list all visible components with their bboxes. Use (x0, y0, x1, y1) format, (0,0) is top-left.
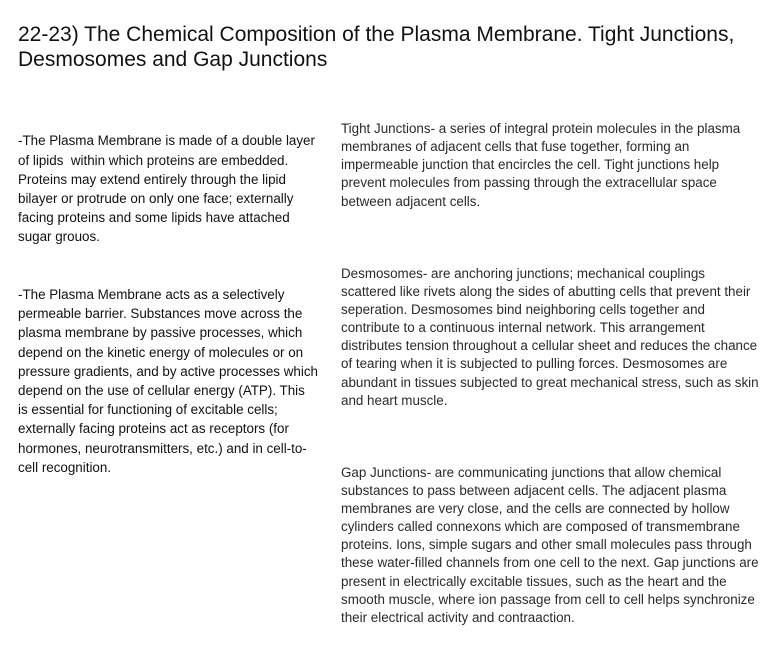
plasma-membrane-permeability-paragraph: -The Plasma Membrane acts as a selectively permeable barrier. Substances move across the plasma membrane by passive processes, which depend on the kinetic energy of molecules or on pressure gradients, and by active processes which depend on the use of cellular energy (ATP). This is essential for functioning of excitable cells; externally facing proteins act as receptors (for hormones, neurotransmitters, etc.) and in cell-to-cell recognition. (18, 287, 322, 475)
tight-junctions-paragraph: Tight Junctions- a series of integral protein molecules in the plasma membranes of adjacent cells that fuse together, forming an impermeable junction that encircles the cell. Tight junctions help prevent molecules from passing through the extracellular space between adjacent cells. (341, 121, 744, 209)
left-text-column (18, 93, 322, 515)
plasma-membrane-structure-paragraph: -The Plasma Membrane is made of a double layer of lipids within which proteins are embedded. Proteins may extend entirely through the lipid bilayer or protrude on only one face; externally facing proteins and some lipids have attached sugar grouos. (18, 133, 319, 245)
slide-title: 22-23) The Chemical Composition of the Plasma Membrane. Tight Junctions, Desmosomes and Gap Junctions (18, 23, 735, 71)
gap-junctions-paragraph: Gap Junctions- are communicating junctions that allow chemical substances to pass between adjacent cells. The adjacent plasma membranes are very close, and the cells are connected by hollow cylinders called connexons which are composed of transmembrane proteins. Ions, simple sugars and other small molecules pass through these water-filled channels from one cell to the next. Gap junctions are present in electrically excitable tissues, such as the heart and the smooth muscle, where ion passage from cell to cell helps synchronize their electrical activity and contraaction. (341, 464, 763, 625)
right-text-column (341, 84, 761, 663)
desmosomes-paragraph: Desmosomes- are anchoring junctions; mechanical couplings scattered like rivets along the sides of abutting cells that prevent their seperation. Desmosomes bind neighboring cells together and contribute to a continuous internal network. This arrangement distributes tension throughout a cellular sheet and reduces the chance of tearing when it is subjected to pulling forces. Desmosomes are abundant in tissues subjected to great mechanical stress, such as skin and heart muscle. (341, 265, 763, 408)
